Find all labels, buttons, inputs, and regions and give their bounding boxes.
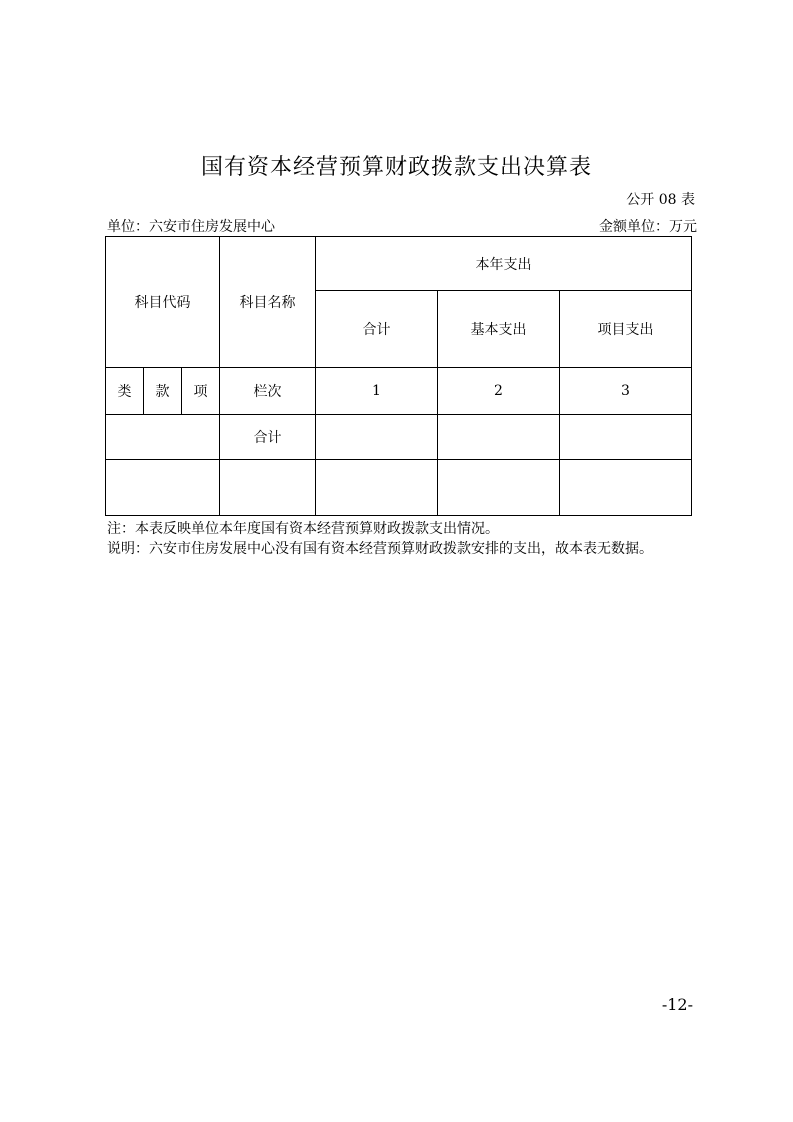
header-total: 合计 — [316, 291, 438, 368]
column-order-row — [106, 368, 692, 415]
notes-block — [107, 519, 653, 559]
header-basic-expense: 基本支出 — [438, 291, 560, 368]
empty-row — [106, 460, 692, 516]
total-row-project-cell — [560, 415, 692, 460]
header-item: 项 — [182, 368, 220, 415]
amount-unit-label: 金额单位：万元 — [599, 219, 697, 235]
header-subject-code: 科目代码 — [106, 237, 220, 368]
total-row-code-cell — [106, 415, 220, 460]
header-subject-name: 科目名称 — [220, 237, 316, 368]
header-category: 类 — [106, 368, 144, 415]
column-order-3: 3 — [560, 368, 692, 415]
column-order-1: 1 — [316, 368, 438, 415]
column-order-2: 2 — [438, 368, 560, 415]
unit-label: 单位：六安市住房发展中心 — [107, 219, 275, 235]
empty-row-total-cell — [316, 460, 438, 516]
page-number: -12- — [661, 995, 693, 1014]
total-row-basic-cell — [438, 415, 560, 460]
page-title: 国有资本经营预算财政拨款支出决算表 — [200, 155, 592, 180]
total-row-total-cell — [316, 415, 438, 460]
empty-row-project-cell — [560, 460, 692, 516]
expense-table — [105, 236, 692, 516]
header-section: 款 — [144, 368, 182, 415]
form-number: 公开 08 表 — [626, 192, 695, 208]
note-text: 注：本表反映单位本年度国有资本经营预算财政拨款支出情况。 — [107, 521, 499, 537]
header-current-year-expense: 本年支出 — [316, 237, 692, 291]
empty-row-name-cell — [220, 460, 316, 516]
explanation-text: 说明：六安市住房发展中心没有国有资本经营预算财政拨款安排的支出，故本表无数据。 — [107, 541, 653, 557]
total-row — [106, 415, 692, 460]
header-row-1 — [106, 237, 692, 291]
empty-row-code-cell — [106, 460, 220, 516]
column-order-label: 栏次 — [220, 368, 316, 415]
empty-row-basic-cell — [438, 460, 560, 516]
header-project-expense: 项目支出 — [560, 291, 692, 368]
total-row-label: 合计 — [220, 415, 316, 460]
